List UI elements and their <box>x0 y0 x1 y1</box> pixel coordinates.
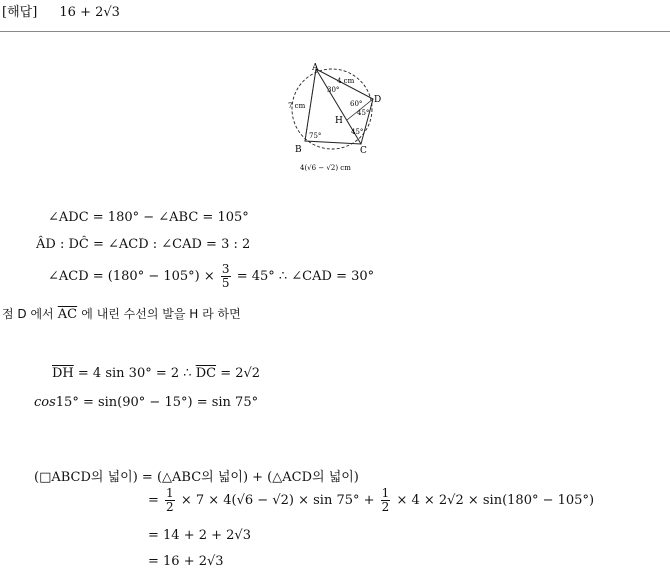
area-equation-line4: = 16 + 2√3 <box>148 554 224 569</box>
label-angle-a: 30° <box>327 86 340 94</box>
fraction-three-fifths <box>221 263 231 290</box>
area-eq-sign: = <box>148 493 159 508</box>
vertex-c: C <box>360 146 367 156</box>
foot-text-pre: 점 D 에서 <box>2 307 54 321</box>
segment-ac: $\overline{AC}$ <box>57 307 78 322</box>
fraction-half-1 <box>165 487 175 514</box>
area-equation-lhs: (□ABCD의 넓이) = (△ABC의 넓이) + (△ACD의 넓이) <box>34 470 359 485</box>
label-ad-length: 4 cm <box>337 77 355 85</box>
area-equation-line2 <box>148 486 594 516</box>
angle-acd-right: = 45° ∴ ∠CAD = 30° <box>236 269 375 284</box>
area-end-term: × 4 × 2√2 × sin(180° − 105°) <box>396 493 595 508</box>
fraction-num: 1 <box>166 486 174 500</box>
area-equation-line3: = 14 + 2 + 2√3 <box>148 528 251 543</box>
line-perpendicular-foot <box>2 305 241 322</box>
fraction-den: 2 <box>381 500 390 514</box>
answer-value: 16 + 2√3 <box>59 5 120 20</box>
line-arc-ratio: ÂD : DĈ = ∠ACD : ∠CAD = 3 : 2 <box>36 237 251 252</box>
cyclic-quadrilateral-figure <box>285 62 395 174</box>
dh-mid: = 4 sin 30° = 2 ∴ <box>77 366 192 381</box>
line-cos15 <box>34 395 258 410</box>
fraction-half-2 <box>381 487 391 514</box>
answer-header <box>2 1 120 20</box>
line-dh-dc <box>52 366 260 381</box>
line-angle-acd <box>48 262 374 292</box>
label-angle-c: 45° <box>351 128 364 136</box>
cos-word: cos <box>34 395 56 410</box>
answer-label: [해답] <box>2 5 38 20</box>
cos-rest: 15° = sin(90° − 15°) = sin 75° <box>55 395 259 410</box>
vertex-a: A <box>312 63 319 73</box>
angle-acd-left: ∠ACD = (180° − 105°) × <box>48 269 215 284</box>
label-bc-length: 4(√6 − √2) cm <box>300 164 351 172</box>
line-angle-adc: ∠ADC = 180° − ∠ABC = 105° <box>48 210 249 225</box>
foot-text-post: 에 내린 수선의 발을 H 라 하면 <box>81 307 241 321</box>
fraction-num: 3 <box>221 262 230 276</box>
label-angle-d: 60° <box>350 100 363 108</box>
fraction-num: 1 <box>381 486 390 500</box>
fraction-den: 2 <box>166 500 174 514</box>
label-angle-b: 75° <box>309 132 322 140</box>
area-mid-term: × 7 × 4(√6 − √2) × sin 75° + <box>180 493 375 508</box>
vertex-b: B <box>295 145 302 155</box>
segment-dh: $\overline{DH}$ <box>52 366 74 381</box>
divider-line <box>0 31 670 32</box>
dc-value: = 2√2 <box>220 366 261 381</box>
label-angle-dc: 45° <box>357 109 370 117</box>
vertex-d: D <box>374 95 382 105</box>
foot-h: H <box>335 116 343 126</box>
label-ab-length: 7 cm <box>288 102 306 110</box>
segment-dc: $\overline{DC}$ <box>195 366 217 381</box>
fraction-den: 5 <box>221 276 230 290</box>
